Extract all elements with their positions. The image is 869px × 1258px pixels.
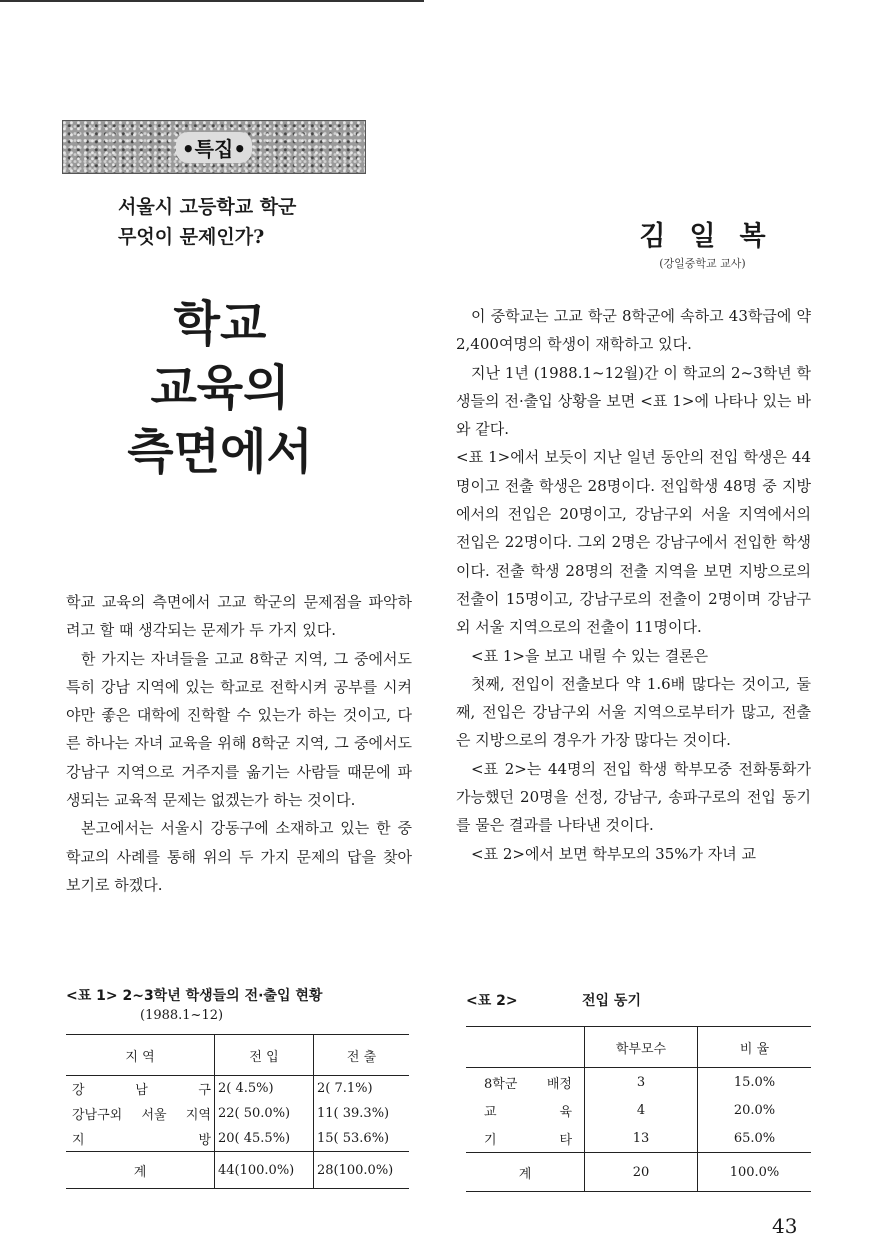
table-cell: 28(100.0%) (314, 1152, 410, 1189)
table-row (466, 1124, 811, 1153)
body-right-column (456, 302, 811, 868)
paragraph: 학교 교육의 측면에서 고교 학군의 문제점을 파악하려고 할 때 생각되는 문제가 두 가지 있다. (66, 593, 412, 640)
paragraph: 첫째, 전입이 전출보다 약 1.6배 많다는 것이고, 둘째, 전입은 강남구외 서울 지역으로부터가 많고, 전출은 지방으로의 경우가 가장 많다는 것이다. (456, 674, 811, 750)
paragraph: <표 1>에서 보듯이 지난 일년 동안의 전입 학생은 44명이고 전출 학생은 28명이다. 전입학생 48명 중 지방에서의 전입은 20명이고, 강남구외 서울 지역에서의 전입은 22명이다. 그외 2명은 강남구에서 전입한 학생이다. 전출 학생 28명의 전출 지역을 보면 지방으로의 전출이 15명이고, 강남구로의 전출이 2명이며 강남구외 서울 지역으로의 전출이 11명이다. (456, 448, 811, 637)
table-header-row (66, 1035, 409, 1076)
author-block (600, 214, 805, 271)
table2-caption-title: 전입 동기 (582, 993, 641, 1009)
table-cell: 65.0% (698, 1124, 812, 1153)
table-cell: 44(100.0%) (215, 1152, 314, 1189)
paragraph: <표 2>에서 보면 학부모의 35%가 자녀 교 (471, 844, 756, 863)
paragraph: 이 중학교는 고교 학군 8학군에 속하고 43학급에 약 2,400여명의 학생이 재학하고 있다. (456, 307, 811, 354)
table-header-row (466, 1027, 811, 1068)
paragraph: 한 가지는 자녀들을 고교 8학군 지역, 그 중에서도 특히 강남 지역에 있는 학교로 전학시켜 공부를 시켜야만 좋은 대학에 진학할 수 있는가 하는 것이고, 다른 하나는 자녀 교육을 위해 8학군 지역, 그 중에서도 강남구 지역으로 거주지를 옮기는 사람들 때문에 파생되는 교육적 문제는 없겠는가 하는 것이다. (66, 649, 412, 810)
table-cell: 기 타 (484, 1132, 572, 1148)
title-line-3: 측면에서 (127, 424, 313, 480)
table-row (66, 1076, 409, 1102)
table-row (66, 1101, 409, 1126)
table-cell: 2( 4.5%) (215, 1076, 314, 1102)
table-cell: 15( 53.6%) (314, 1126, 410, 1152)
table-cell: 4 (585, 1096, 698, 1124)
table-cell: 13 (585, 1124, 698, 1153)
paragraph: <표 2>는 44명의 전입 학생 학부모중 전화통화가 가능했던 20명을 선정, 강남구, 송파구로의 전입 동기를 물은 결과를 나타낸 것이다. (456, 759, 811, 835)
table-total-row (66, 1152, 409, 1189)
table-cell: 20( 45.5%) (215, 1126, 314, 1152)
table-cell: 2( 7.1%) (314, 1076, 410, 1102)
table-cell: 20.0% (698, 1096, 812, 1124)
table-header: 전 입 (215, 1035, 314, 1076)
article-title (120, 292, 320, 484)
top-rule (0, 0, 424, 2)
body-left-column (66, 588, 412, 899)
table-header: 지 역 (66, 1035, 215, 1076)
table-cell: 3 (585, 1068, 698, 1097)
table2 (466, 1026, 811, 1192)
subtitle-line-1: 서울시 고등학교 학군 (118, 196, 297, 218)
table-cell: 8학군 배정 (484, 1076, 572, 1092)
page-number: 43 (772, 1214, 798, 1238)
table-row (66, 1126, 409, 1152)
title-line-2: 교육의 (150, 360, 290, 416)
table1-subcaption: (1988.1~12) (140, 1008, 224, 1023)
table-cell: 지 방 (72, 1133, 211, 1148)
table-cell: 100.0% (698, 1153, 812, 1192)
table-cell: 강남구외 서울 지역 (72, 1108, 211, 1123)
table-cell: 강 남 구 (72, 1083, 211, 1098)
table-row (466, 1096, 811, 1124)
table2-caption: <표 2> (466, 993, 518, 1009)
subtitle-line-2: 무엇이 문제인가? (118, 226, 265, 248)
table-header (466, 1027, 585, 1068)
table-total-row (466, 1153, 811, 1192)
banner-label: •특집• (176, 132, 252, 163)
table-cell: 20 (585, 1153, 698, 1192)
table-cell: 22( 50.0%) (215, 1101, 314, 1126)
table-row (466, 1068, 811, 1097)
table-header: 비 율 (698, 1027, 812, 1068)
title-line-1: 학교 (173, 296, 267, 352)
table-cell: 교 육 (484, 1104, 572, 1120)
paragraph: <표 1>을 보고 내릴 수 있는 결론은 (471, 646, 709, 665)
table-header: 학부모수 (585, 1027, 698, 1068)
table-cell: 15.0% (698, 1068, 812, 1097)
table-cell: 계 (66, 1152, 215, 1189)
table1-caption: <표 1> 2~3학년 학생들의 전·출입 현황 (66, 988, 323, 1004)
table-cell: 계 (466, 1153, 585, 1192)
paragraph: 본고에서는 서울시 강동구에 소재하고 있는 한 중학교의 사례를 통해 위의 두 가지 문제의 답을 찾아 보기로 하겠다. (66, 819, 412, 894)
table-header: 전 출 (314, 1035, 410, 1076)
table-cell: 11( 39.3%) (314, 1101, 410, 1126)
paragraph: 지난 1년 (1988.1~12월)간 이 학교의 2~3학년 학생들의 전·출입 상황을 보면 <표 1>에 나타나 있는 바와 같다. (456, 363, 811, 439)
author-name: 김일복 (639, 221, 790, 252)
special-feature-banner (62, 120, 366, 174)
subtitle (118, 192, 296, 252)
table1 (66, 1034, 409, 1189)
author-affiliation: (강일중학교 교사) (659, 257, 746, 270)
